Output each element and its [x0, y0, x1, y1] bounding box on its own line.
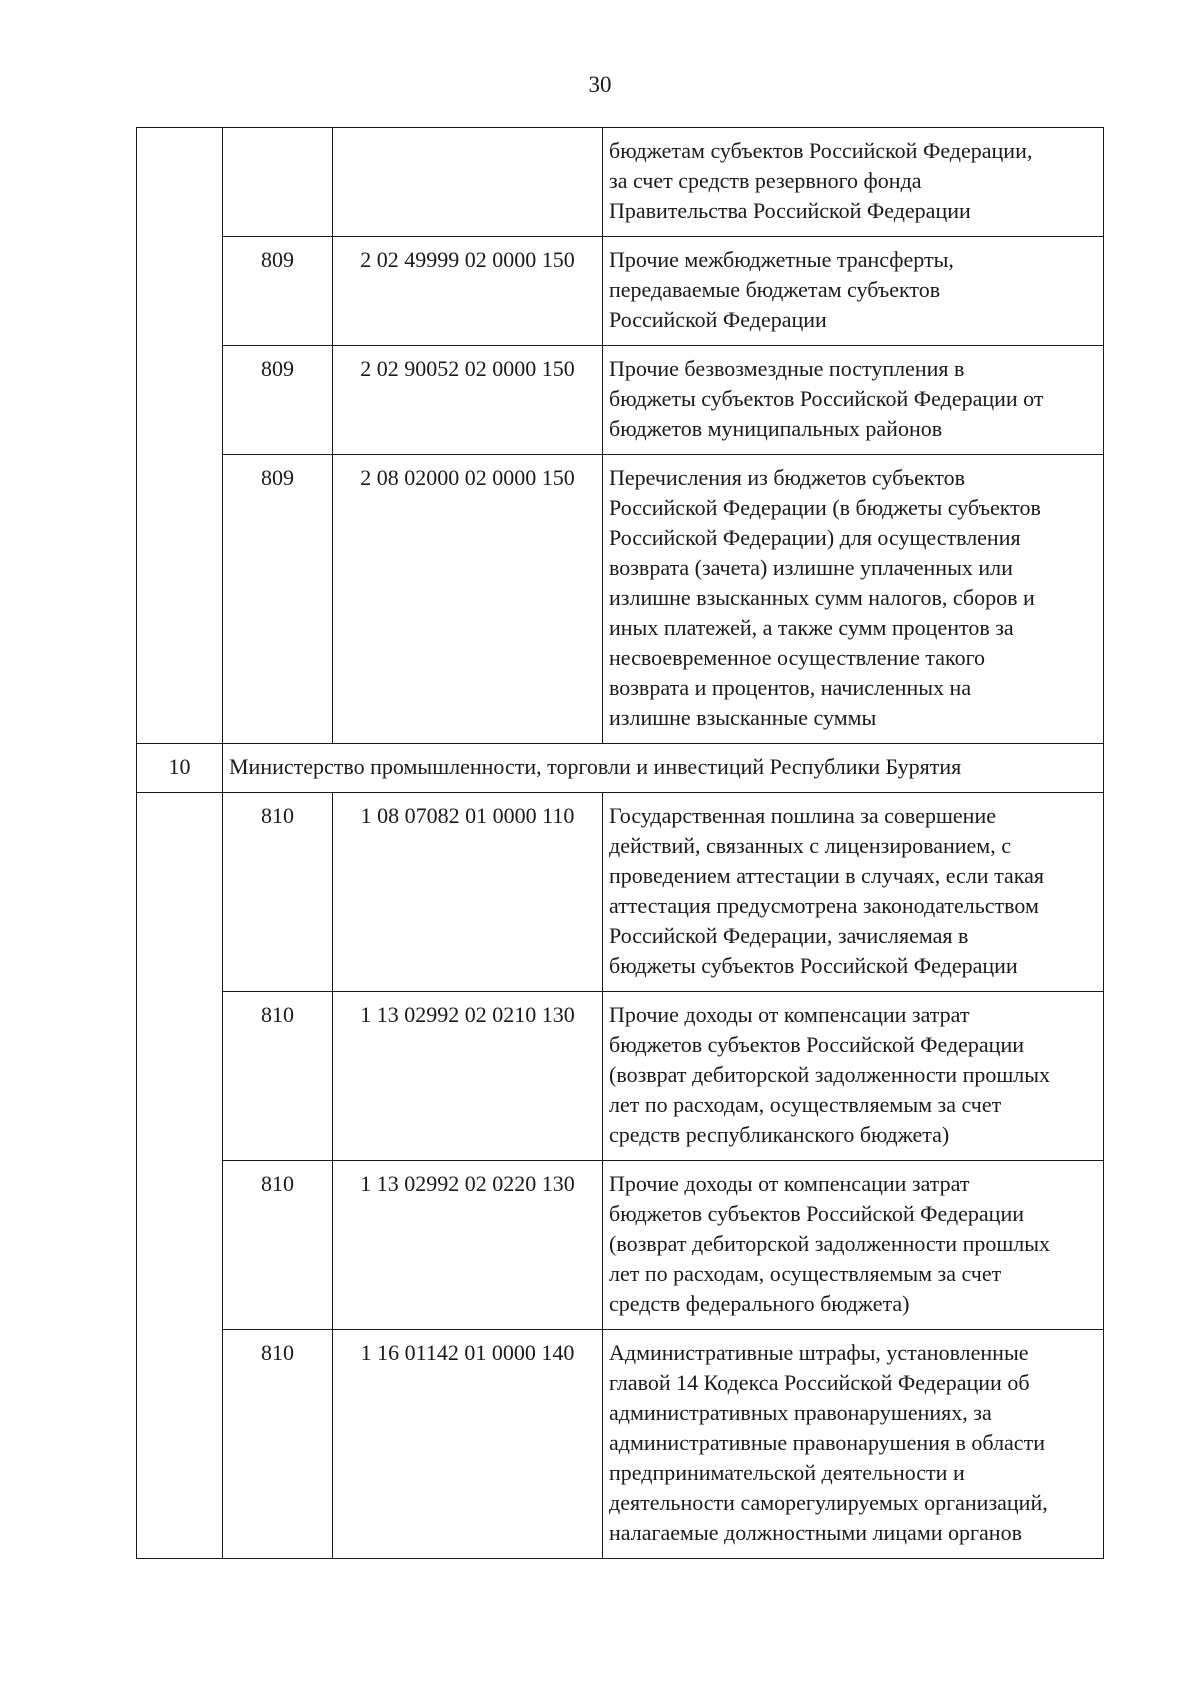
description-line: лет по расходам, осуществляемым за счет [609, 1092, 1002, 1117]
budget-code-cell: 1 08 07082 01 0000 110 [333, 793, 603, 992]
admin-code-cell [223, 128, 333, 237]
description-line: излишне взысканные суммы [609, 705, 877, 730]
budget-code-cell: 1 16 01142 01 0000 140 [333, 1330, 603, 1559]
description-line: проведением аттестации в случаях, если такая [609, 863, 1044, 888]
description-line: (возврат дебиторской задолженности прошлых [609, 1062, 1051, 1087]
description-line: средств федерального бюджета) [609, 1291, 910, 1316]
budget-code-cell: 1 13 02992 02 0220 130 [333, 1161, 603, 1330]
description-cell [603, 793, 1104, 992]
description-line: бюджеты субъектов Российской Федерации [609, 953, 1018, 978]
description-line: Российской Федерации) для осуществления [609, 525, 1021, 550]
description-cell [603, 455, 1104, 744]
description-line: излишне взысканных сумм налогов, сборов и [609, 585, 1035, 610]
table-row [137, 992, 1104, 1161]
description-line: средств республиканского бюджета) [609, 1122, 950, 1147]
description-line: бюджетов субъектов Российской Федерации [609, 1032, 1024, 1057]
description-cell [603, 992, 1104, 1161]
table-row [137, 128, 1104, 237]
budget-code-cell: 1 13 02992 02 0210 130 [333, 992, 603, 1161]
admin-code-cell: 809 [223, 455, 333, 744]
description-line: Перечисления из бюджетов субъектов [609, 465, 966, 490]
row-number-cell [137, 793, 223, 1559]
description-line: возврата (зачета) излишне уплаченных или [609, 555, 1013, 580]
description-line: Правительства Российской Федерации [609, 198, 971, 223]
budget-code-cell: 2 02 49999 02 0000 150 [333, 237, 603, 346]
description-line: Государственная пошлина за совершение [609, 803, 996, 828]
description-line: Прочие межбюджетные трансферты, [609, 247, 954, 272]
description-line: несвоевременное осуществление такого [609, 645, 986, 670]
description-line: аттестация предусмотрена законодательством [609, 893, 1039, 918]
description-line: Прочие безвозмездные поступления в [609, 356, 965, 381]
description-cell [603, 1330, 1104, 1559]
description-line: иных платежей, а также сумм процентов за [609, 615, 1014, 640]
description-line: (возврат дебиторской задолженности прошлых [609, 1231, 1051, 1256]
description-line: передаваемые бюджетам субъектов [609, 277, 941, 302]
description-line: Прочие доходы от компенсации затрат [609, 1171, 970, 1196]
department-number: 10 [137, 744, 223, 793]
admin-code-cell: 810 [223, 992, 333, 1161]
budget-code-cell [333, 128, 603, 237]
description-line: действий, связанных с лицензированием, с [609, 833, 1011, 858]
description-line: бюджетов муниципальных районов [609, 416, 943, 441]
description-line: Российской Федерации (в бюджеты субъектов [609, 495, 1041, 520]
admin-code-cell: 810 [223, 1161, 333, 1330]
department-name: Министерство промышленности, торговли и инвестиций Республики Бурятия [223, 744, 1104, 793]
description-line: главой 14 Кодекса Российской Федерации об [609, 1370, 1030, 1395]
table-row [137, 237, 1104, 346]
description-line: Прочие доходы от компенсации затрат [609, 1002, 970, 1027]
description-cell [603, 128, 1104, 237]
admin-code-cell: 810 [223, 1330, 333, 1559]
admin-code-cell: 810 [223, 793, 333, 992]
description-line: административные правонарушения в области [609, 1430, 1045, 1455]
description-line: возврата и процентов, начисленных на [609, 675, 972, 700]
description-line: бюджеты субъектов Российской Федерации от [609, 386, 1044, 411]
admin-code-cell: 809 [223, 237, 333, 346]
description-line: бюджетов субъектов Российской Федерации [609, 1201, 1024, 1226]
description-cell [603, 237, 1104, 346]
description-line: Административные штрафы, установленные [609, 1340, 1029, 1365]
description-line: административных правонарушениях, за [609, 1400, 992, 1425]
description-cell [603, 346, 1104, 455]
budget-code-cell: 2 02 90052 02 0000 150 [333, 346, 603, 455]
table-row [137, 346, 1104, 455]
description-line: предпринимательской деятельности и [609, 1460, 965, 1485]
description-line: Российской Федерации, зачисляемая в [609, 923, 969, 948]
description-line: Российской Федерации [609, 307, 827, 332]
table-row [137, 793, 1104, 992]
revenue-classification-table [136, 127, 1104, 1559]
budget-code-cell: 2 08 02000 02 0000 150 [333, 455, 603, 744]
admin-code-cell: 809 [223, 346, 333, 455]
description-line: деятельности саморегулируемых организаций, [609, 1490, 1048, 1515]
description-line: бюджетам субъектов Российской Федерации, [609, 138, 1033, 163]
table-row [137, 455, 1104, 744]
table-row [137, 1161, 1104, 1330]
description-cell [603, 1161, 1104, 1330]
description-line: налагаемые должностными лицами органов [609, 1520, 1022, 1545]
department-row [137, 744, 1104, 793]
table-row [137, 1330, 1104, 1559]
page-number: 30 [588, 72, 612, 97]
description-line: лет по расходам, осуществляемым за счет [609, 1261, 1002, 1286]
description-line: за счет средств резервного фонда [609, 168, 922, 193]
row-number-cell [137, 128, 223, 744]
